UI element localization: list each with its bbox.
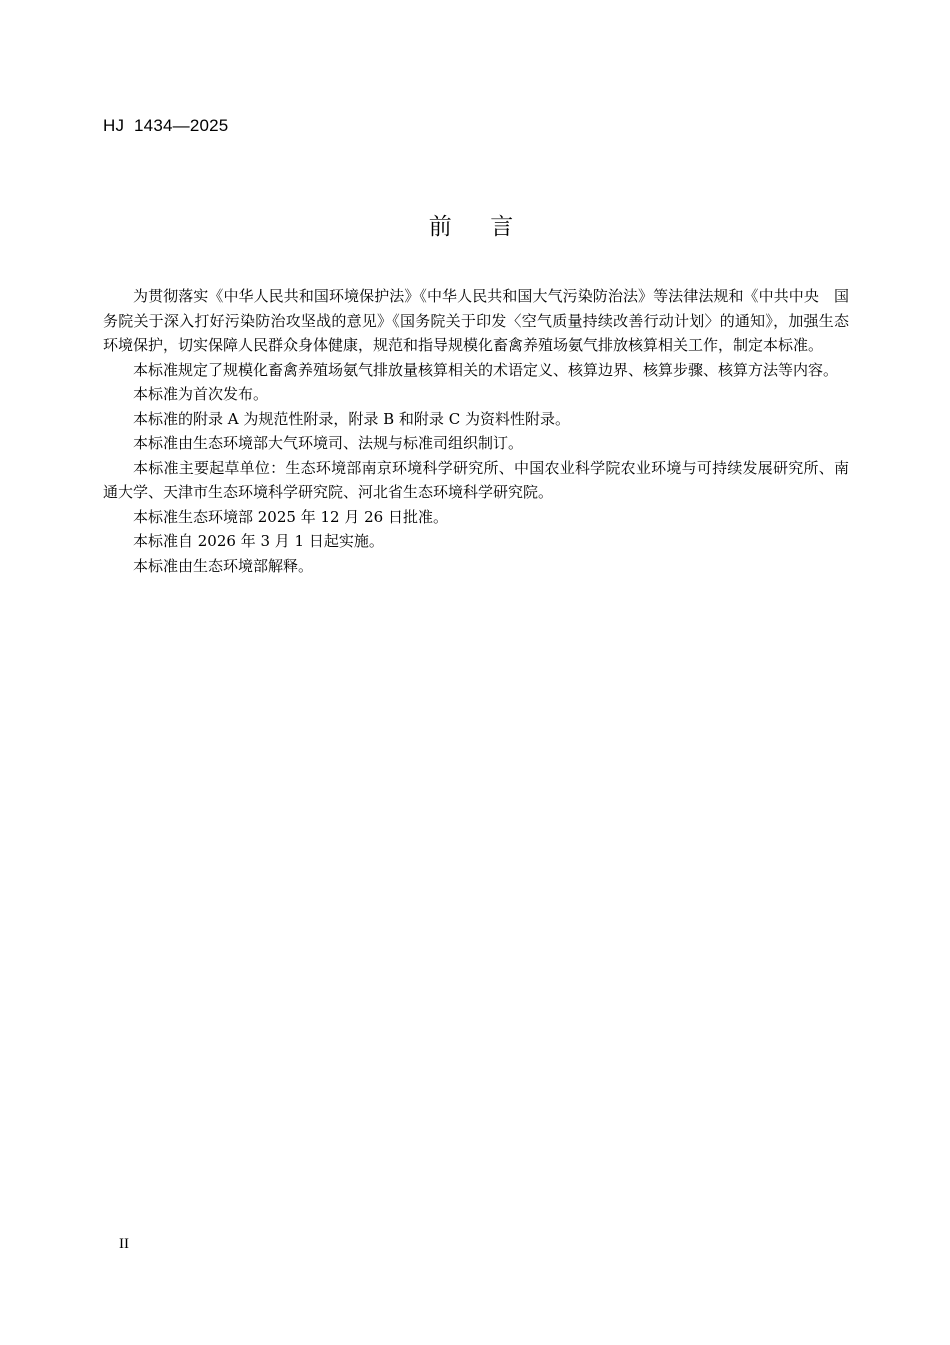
paragraph-first-release: 本标准为首次发布。 [133, 385, 269, 403]
standard-code: HJ 1434—2025 [103, 116, 229, 135]
page-number: II [119, 1236, 129, 1252]
paragraph-organizer: 本标准由生态环境部大气环境司、法规与标准司组织制订。 [133, 434, 524, 452]
paragraph-appendices: 本标准的附录 A 为规范性附录，附录 B 和附录 C 为资料性附录。 [133, 409, 570, 428]
paragraph-scope: 本标准规定了规模化畜禽养殖场氨气排放量核算相关的术语定义、核算边界、核算步骤、核算方法等内容。 [133, 360, 839, 379]
paragraph-drafting-units: 本标准主要起草单位：生态环境部南京环境科学研究所、中国农业科学院农业环境与可持续发展研究所、南通大学、天津市生态环境科学研究院、河北省生态环境科学研究院。 [103, 458, 849, 501]
paragraph-approval: 本标准生态环境部 2025 年 12 月 26 日批准。 [133, 507, 448, 526]
paragraph-purpose: 为贯彻落实《中华人民共和国环境保护法》《中华人民共和国大气污染防治法》等法律法规和《中共中央 国务院关于深入打好污染防治攻坚战的意见》《国务院关于印发〈空气质量持续改善行动计划〉的通知》，加强生态环境保护，切实保障人民群众身体健康，规范和指导规模化畜禽养殖场氨气排放核算相关工作，制定本标准。 [103, 287, 849, 354]
foreword-body [103, 284, 849, 578]
page-title: 前 言 [428, 214, 522, 240]
paragraph-effective-date: 本标准自 2026 年 3 月 1 日起实施。 [133, 532, 384, 550]
paragraph-interpretation: 本标准由生态环境部解释。 [133, 556, 314, 575]
